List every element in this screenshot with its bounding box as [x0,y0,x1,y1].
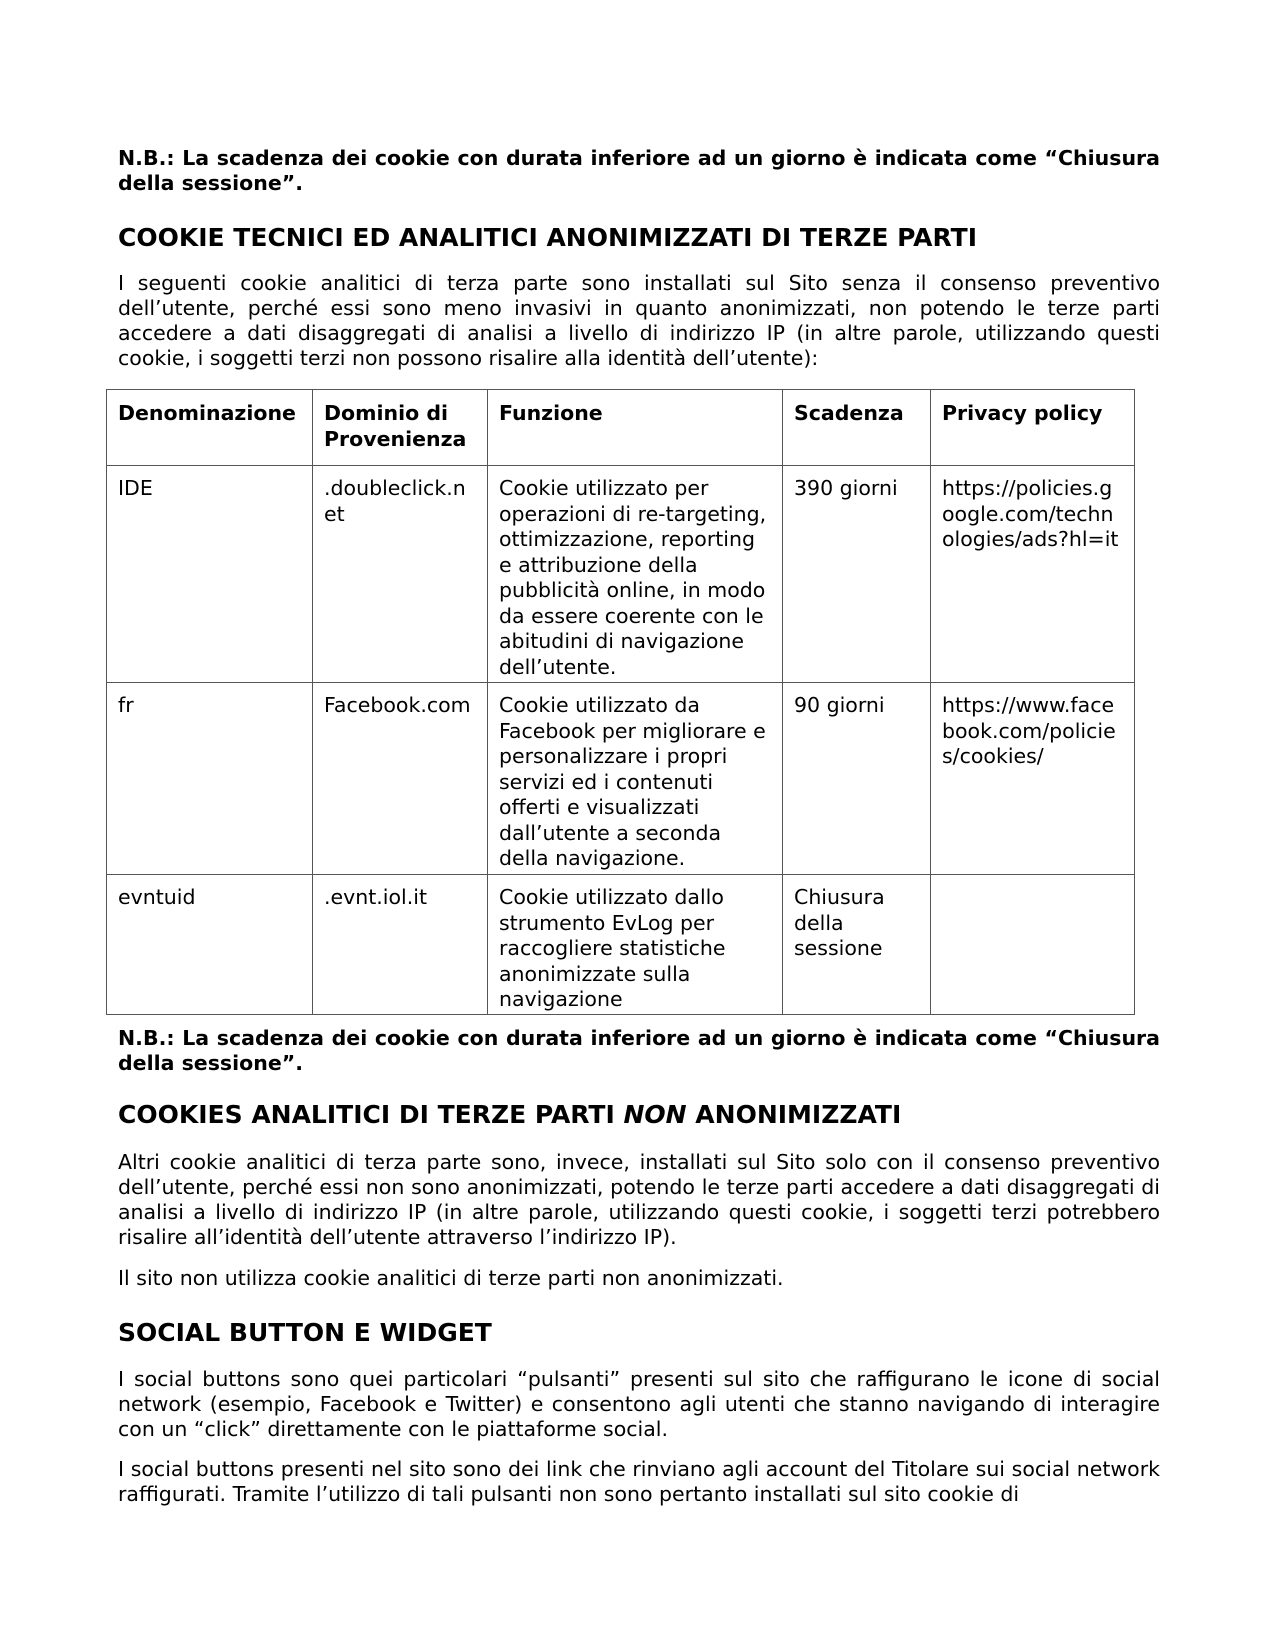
heading-emphasis: NON [623,1100,687,1129]
table-header-row [107,390,1135,466]
header-dominio: Dominio di Provenienza [313,390,488,466]
header-scadenza: Scadenza [783,390,931,466]
heading-part-1: COOKIES ANALITICI DI TERZE PARTI [118,1100,624,1129]
cell-function: Cookie utilizzato per operazioni di re-targeting, ottimizzazione, reporting e attribuzione della pubblicità online, in modo da essere coerente con le abitudini di navigazione dell’utente. [488,466,783,683]
social-paragraph-1: I social buttons sono quei particolari “pulsanti” presenti sul sito che raffigurano le icone di social network (esempio, Facebook e Twitter) e consentono agli utenti che stanno navigando di interagire con un “click” direttamente con le piattaforme social. [118,1367,1160,1441]
non-anonymized-paragraph: Altri cookie analitici di terza parte sono, invece, installati sul Sito solo con il consenso preventivo dell’utente, perché essi non sono anonimizzati, potendo le terze parti accedere a dati disaggregati di analisi a livello di indirizzo IP (in altre parole, utilizzando questi cookie, i soggetti terzi potrebbero risalire all’identità dell’utente attraverso l’indirizzo IP). [118,1150,1160,1249]
cell-name: evntuid [107,875,313,1015]
section-heading-social: SOCIAL BUTTON E WIDGET [118,1318,492,1347]
nb-note-bottom: N.B.: La scadenza dei cookie con durata inferiore ad un giorno è indicata come “Chiusura della sessione”. [118,1026,1160,1075]
cell-domain: .evnt.iol.it [313,875,488,1015]
header-funzione: Funzione [488,390,783,466]
section-heading-third-party-anonymized: COOKIE TECNICI ED ANALITICI ANONIMIZZATI DI TERZE PARTI [118,223,978,252]
non-anonymized-statement: Il sito non utilizza cookie analitici di terze parti non anonimizzati. [118,1266,784,1290]
nb-note-top: N.B.: La scadenza dei cookie con durata inferiore ad un giorno è indicata come “Chiusura della sessione”. [118,146,1160,195]
cell-expiry: 90 giorni [783,683,931,875]
cell-name: fr [107,683,313,875]
table-row [107,683,1135,875]
cell-function: Cookie utilizzato da Facebook per migliorare e personalizzare i propri servizi ed i contenuti offerti e visualizzati dall’utente a seconda della navigazione. [488,683,783,875]
header-denominazione: Denominazione [107,390,313,466]
cell-domain: .doubleclick.net [313,466,488,683]
heading-part-2: ANONIMIZZATI [686,1100,902,1129]
cell-domain: Facebook.com [313,683,488,875]
header-privacy-policy: Privacy policy [931,390,1135,466]
section-heading-non-anonymized [118,1100,901,1130]
table-row [107,466,1135,683]
cell-privacy-link[interactable]: https://policies.google.com/technologies/ads?hl=it [931,466,1135,683]
cell-function: Cookie utilizzato dallo strumento EvLog per raccogliere statistiche anonimizzate sulla navigazione [488,875,783,1015]
social-paragraph-2: I social buttons presenti nel sito sono dei link che rinviano agli account del Titolare sui social network raffigurati. Tramite l’utilizzo di tali pulsanti non sono pertanto installati sul sito cookie di [118,1457,1160,1506]
section-intro-paragraph: I seguenti cookie analitici di terza parte sono installati sul Sito senza il consenso preventivo dell’utente, perché essi sono meno invasivi in quanto anonimizzati, non potendo le terze parti accedere a dati disaggregati di analisi a livello di indirizzo IP (in altre parole, utilizzando questi cookie, i soggetti terzi non possono risalire alla identità dell’utente): [118,271,1160,370]
cell-expiry: Chiusura della sessione [783,875,931,1015]
cell-name: IDE [107,466,313,683]
cell-privacy-link[interactable]: https://www.facebook.com/policies/cookies/ [931,683,1135,875]
table-row [107,875,1135,1015]
cell-expiry: 390 giorni [783,466,931,683]
cookie-table [106,389,1135,1015]
cell-privacy-link [931,875,1135,1015]
